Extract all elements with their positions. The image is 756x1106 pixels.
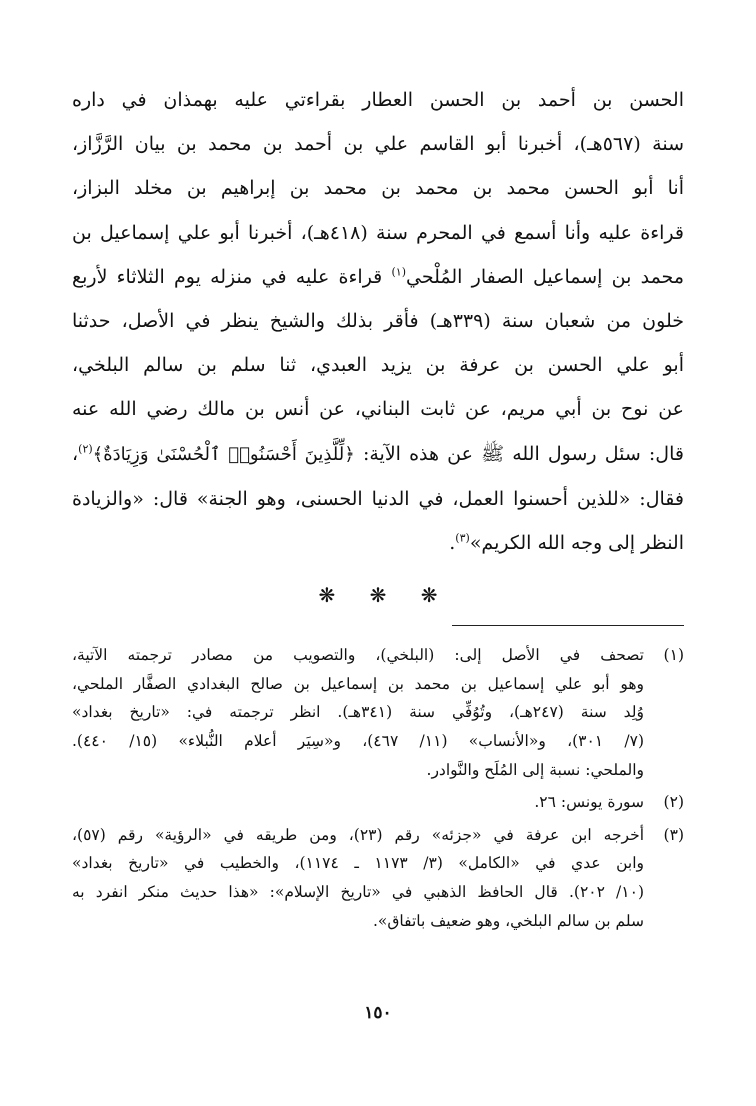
text-line-8: عن نوح بن أبي مريم، عن ثابت البناني، عن أنس بن مالك رضي الله عنه [72, 398, 684, 421]
footnote-number: (٢) [663, 793, 684, 812]
footnote-body [72, 821, 644, 935]
footnote-1 [72, 641, 684, 784]
footnote-ref-1[interactable]: (١) [391, 265, 406, 279]
text-line-6: خلون من شعبان سنة (٣٣٩هـ) فأقر بذلك والشيخ ينظر في الأصل، حدثنا [72, 310, 684, 333]
footnote-ref-3[interactable]: (٣) [455, 531, 470, 545]
footnote-number: (١) [663, 646, 684, 665]
text-line-4: قراءة عليه وأنا أسمع في المحرم سنة (٤١٨هـ)، أخبرنا أبو علي إسماعيل بن [72, 221, 684, 244]
footnote-line: وابن عدي في «الكامل» (٣/ ١١٧٣ ـ ١١٧٤)، والخطيب في «تاريخ بغداد» [72, 854, 644, 873]
text-line-2: سنة (٥٦٧هـ)، أخبرنا أبو القاسم علي بن أحمد بن محمد بن بيان الرَّزَّاز، [72, 133, 684, 156]
text-line-3: أنا أبو الحسن محمد بن محمد بن محمد بن إبراهيم بن مخلد البزاز، [72, 177, 684, 200]
text-line-5-head: محمد بن إسماعيل الصفار المُلْحي [406, 265, 684, 288]
text-line-9-end: ، [72, 442, 79, 465]
text-line-10: فقال: «للذين أحسنوا العمل، في الدنيا الحسنى، وهو الجنة» قال: «والزيادة [72, 487, 684, 510]
text-line-7: أبو علي الحسن بن عرفة بن يزيد العبدي، ثنا سلم بن سالم البلخي، [72, 354, 684, 377]
footnote-line: تصحف في الأصل إلى: (البلخي)، والتصويب من مصادر ترجمته الآتية، [72, 646, 644, 665]
text-line-9-head: قال: سئل رسول الله ﷺ عن هذه الآية: [362, 442, 684, 465]
footnote-line: (١٠/ ٢٠٢). قال الحافظ الذهبي في «تاريخ الإسلام»: «هذا حديث منكر انفرد به [72, 882, 644, 901]
footnote-line: وهو أبو علي إسماعيل بن محمد بن إسماعيل بن صالح البغدادي الصفَّار الملحي، [72, 674, 644, 693]
main-text-block [72, 78, 684, 565]
text-line-11 [72, 521, 684, 565]
text-line-5-tail: قراءة عليه في منزله يوم الثلاثاء لأربع [72, 265, 383, 288]
footnotes-block [72, 641, 684, 935]
footnote-2 [72, 788, 684, 817]
quran-verse: ﴿لِّلَّذِينَ أَحْسَنُوا۟ ٱلْحُسْنَىٰ وَزِيَادَةٌ﴾ [92, 443, 355, 465]
footnote-line: سلم بن سالم البلخي، وهو ضعيف باتفاق». [372, 911, 644, 930]
text-line-1: الحسن بن أحمد بن الحسن العطار بقراءتي عليه بهمذان في داره [72, 89, 684, 111]
section-separator: ❋ ❋ ❋ [318, 583, 452, 608]
footnote-line: وُلِد سنة (٢٤٧هـ)، وتُوُفِّي سنة (٣٤١هـ). انظر ترجمته في: «تاريخ بغداد» [72, 703, 644, 722]
footnote-number: (٣) [663, 825, 684, 844]
footnote-line: والملحي: نسبة إلى المُلَح والنَّوادر. [426, 760, 644, 779]
footnote-3 [72, 821, 684, 935]
footnote-body [72, 788, 644, 817]
page-number: ١٥٠ [364, 1003, 392, 1023]
text-line-11-end: . [449, 532, 456, 555]
footnote-line: سورة يونس: ٢٦. [534, 793, 644, 812]
footnote-line: أخرجه ابن عرفة في «جزئه» رقم (٢٣)، ومن طريقه في «الرؤية» رقم (٥٧)، [72, 825, 644, 844]
text-line-5 [72, 255, 684, 299]
book-page [72, 78, 684, 1106]
footnote-divider [452, 625, 684, 626]
footnote-ref-2[interactable]: (٢) [78, 442, 93, 456]
text-line-11-head: النظر إلى وجه الله الكريم» [469, 532, 684, 555]
text-line-9 [72, 432, 684, 477]
footnote-body [72, 641, 644, 784]
footnote-line: (٧/ ٣٠١)، و«الأنساب» (١١/ ٤٦٧)، و«سِيَر أعلام النُّبلاء» (١٥/ ٤٤٠). [72, 732, 644, 751]
